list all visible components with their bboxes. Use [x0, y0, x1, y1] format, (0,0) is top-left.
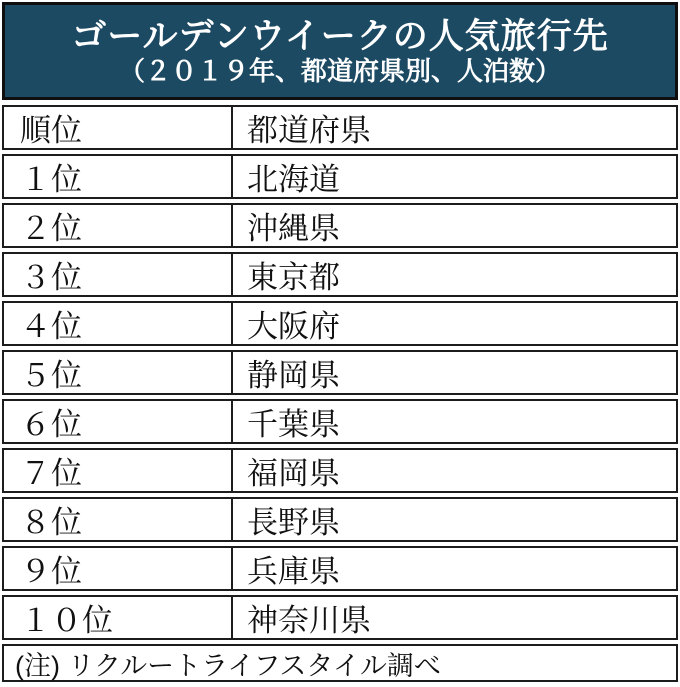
- prefecture-cell: 沖縄県: [247, 211, 340, 246]
- prefecture-cell: 静岡県: [247, 358, 340, 393]
- footnote: (注) リクルートライフスタイル調べ: [2, 644, 678, 682]
- table-row: [2, 301, 678, 346]
- rank-cell: ２位: [4, 205, 233, 246]
- rank-cell: ９位: [4, 548, 233, 589]
- rank-cell: ６位: [4, 401, 233, 442]
- column-header-rank: 順位: [4, 107, 233, 148]
- table-body: [2, 154, 678, 640]
- table-row: [2, 154, 678, 199]
- prefecture-cell: 東京都: [247, 260, 340, 295]
- prefecture-cell: 福岡県: [247, 456, 340, 491]
- prefecture-cell: 神奈川県: [247, 603, 371, 638]
- prefecture-cell: 大阪府: [247, 309, 340, 344]
- prefecture-cell: 北海道: [247, 162, 340, 197]
- rank-cell: １位: [4, 156, 233, 197]
- table-header-row: [2, 105, 678, 150]
- rank-cell: ８位: [4, 499, 233, 540]
- ranking-table: [2, 105, 678, 640]
- table-row: [2, 595, 678, 640]
- page-subtitle: （２０１９年、都道府県別、人泊数）: [118, 55, 561, 86]
- table-row: [2, 203, 678, 248]
- rank-cell: ４位: [4, 303, 233, 344]
- prefecture-cell: 長野県: [247, 505, 340, 540]
- table-row: [2, 399, 678, 444]
- rank-cell: ７位: [4, 450, 233, 491]
- page-title: ゴールデンウイークの人気旅行先: [71, 16, 609, 56]
- rank-cell: １０位: [4, 597, 233, 638]
- table-row: [2, 546, 678, 591]
- table-row: [2, 252, 678, 297]
- header-banner: [2, 2, 678, 100]
- prefecture-cell: 千葉県: [247, 407, 340, 442]
- table-row: [2, 448, 678, 493]
- table-row: [2, 350, 678, 395]
- rank-cell: ３位: [4, 254, 233, 295]
- table-row: [2, 497, 678, 542]
- prefecture-cell: 兵庫県: [247, 554, 340, 589]
- column-header-prefecture: 都道府県: [247, 113, 371, 148]
- rank-cell: ５位: [4, 352, 233, 393]
